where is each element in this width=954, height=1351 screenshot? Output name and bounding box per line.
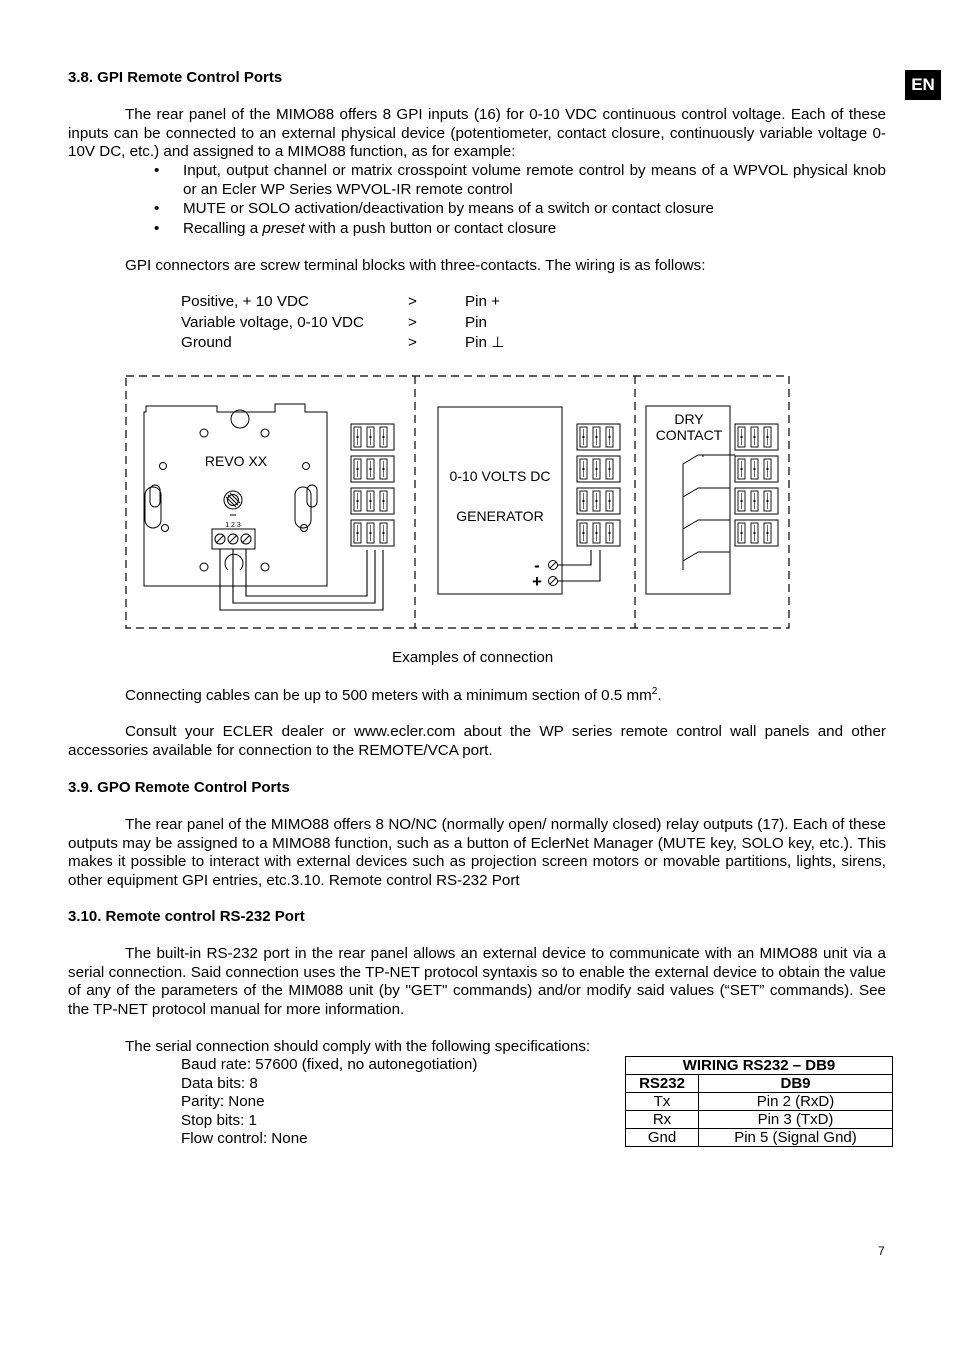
diagram-caption: Examples of connection <box>392 649 554 666</box>
spec-item: Stop bits: 1 <box>181 1111 257 1129</box>
rs232-wiring-table <box>625 1056 893 1147</box>
serial-spec-list <box>181 1056 477 1149</box>
revo-slot <box>307 485 317 507</box>
pin-value: Pin ⊥ <box>465 334 505 351</box>
gpi-terminal-block <box>351 488 394 514</box>
table-title: WIRING RS232 – DB9 <box>626 1057 893 1075</box>
rs232-paragraph: The built-in RS-232 port in the rear panel allows an external device to communicate with an MIMO88 unit via a serial connection. Said connection uses the TP-NET protocol syntaxis so to enable the external device to obtain the value of any of the parameters of the MIM088 unit (by "GET" commands) and/or modify said values (“SET” commands). See the TP-NET protocol manual for more information. <box>68 945 886 1019</box>
revo-label: REVO XX <box>204 453 268 469</box>
table-title-row <box>626 1057 893 1075</box>
generator-label-line2: GENERATOR <box>456 508 544 524</box>
gpi-terminal-block <box>577 520 620 546</box>
gpi-connectors-text: GPI connectors are screw terminal blocks with three-contacts. The wiring is as follows: <box>125 257 706 274</box>
cables-superscript: 2 <box>651 686 658 697</box>
generator-wiring <box>557 550 600 581</box>
revo-slot <box>295 487 311 528</box>
gpi-terminal-block <box>735 488 778 514</box>
revo-wall-panel <box>144 404 327 586</box>
serial-spec-intro: The serial connection should comply with the following specifications: <box>125 1038 591 1055</box>
gpi-terminal-block <box>735 520 778 546</box>
pin-value: Pin <box>465 313 487 331</box>
pin-label: Variable voltage, 0-10 VDC <box>181 313 364 331</box>
dry-contact-switches <box>683 455 735 570</box>
list-item-text-pre: Recalling a <box>183 220 263 238</box>
gpi-terminal-block <box>577 488 620 514</box>
gpi-terminal-block <box>735 424 778 450</box>
gpi-intro-paragraph: The rear panel of the MIMO88 offers 8 GPI inputs (16) for 0-10 VDC continuous control voltage. Each of these inputs can be connected to an external physical device (potentiometer, contact closure, continuously variable voltage 0-10V DC, etc.) and assigned to a MIMO88 function, as for example: <box>68 106 886 161</box>
spec-item: Flow control: None <box>181 1130 308 1148</box>
cables-period: . <box>657 687 662 705</box>
table-cell: Pin 5 (Signal Gnd) <box>699 1129 893 1147</box>
table-cell: Pin 2 (RxD) <box>699 1093 893 1111</box>
spec-item: Data bits: 8 <box>181 1074 258 1092</box>
pin-arrow: > <box>408 334 417 351</box>
table-row <box>626 1111 893 1129</box>
list-item: • Input, output channel or matrix crosspoint volume remote control by means of a WPVOL physical knob or an Ecler WP Series WPVOL-IR remote control <box>154 162 886 198</box>
list-item-text: Input, output channel or matrix crosspoint volume remote control by means of a WPVOL physical knob or an Ecler WP Series WPVOL-IR remote control <box>183 162 886 198</box>
revo-slot <box>145 487 161 528</box>
gpi-terminal-block <box>577 456 620 482</box>
table-cell: Pin 3 (TxD) <box>699 1111 893 1129</box>
spec-item: Parity: None <box>181 1093 265 1111</box>
gpi-terminal-block <box>735 456 778 482</box>
section-heading-gpi: 3.8. GPI Remote Control Ports <box>68 69 283 86</box>
cables-paragraph <box>125 686 662 704</box>
table-cell: Tx <box>626 1093 699 1111</box>
table-cell: Gnd <box>626 1129 699 1147</box>
cables-text: Connecting cables can be up to 500 meters with a minimum section of 0.5 mm <box>125 687 652 705</box>
dry-contact-label-line1: DRY <box>674 411 704 427</box>
table-row <box>181 333 504 354</box>
table-row <box>181 313 504 334</box>
revo-wiring <box>220 549 383 610</box>
list-item-text-post: with a push button or contact closure <box>304 220 557 238</box>
pin-arrow: > <box>408 293 417 310</box>
table-cell: Rx <box>626 1111 699 1129</box>
table-row <box>626 1093 893 1111</box>
revo-pin-numbers: 1 2 3 <box>225 522 241 529</box>
list-item-text: MUTE or SOLO activation/deactivation by means of a switch or contact closure <box>183 200 714 218</box>
table-header: RS232 <box>626 1075 699 1093</box>
table-header-row <box>626 1075 893 1093</box>
gpi-terminal-block <box>351 424 394 450</box>
table-header: DB9 <box>699 1075 893 1093</box>
list-item: • Recalling a preset with a push button or contact closure <box>154 220 557 238</box>
gpi-examples-list <box>150 162 886 239</box>
consult-paragraph: Consult your ECLER dealer or www.ecler.com about the WP series remote control wall panels and other accessories available for connection to the REMOTE/VCA port. <box>68 723 886 759</box>
spec-item: Baud rate: 57600 (fixed, no autonegotiation) <box>181 1056 478 1073</box>
pin-label: Positive, + 10 VDC <box>181 293 309 310</box>
table-row <box>181 292 504 313</box>
gpo-paragraph: The rear panel of the MIMO88 offers 8 NO/NC (normally open/ normally closed) relay outputs (17). Each of these outputs may be assigned to a MIMO88 function, such as a button of EclerNet Manager (MUTE key, SOLO key, etc.). This makes it possible to interact with external devices such as projection screen motors or movable partitions, lights, sirens, other equipment GPI entries, etc.3.10. Remote control RS-232 Port <box>68 816 886 890</box>
page-number: 7 <box>878 1244 885 1258</box>
gpi-terminal-block <box>577 424 620 450</box>
gpi-pin-wiring-list <box>181 292 504 354</box>
generator-label-line1: 0-10 VOLTS DC <box>449 468 551 484</box>
section-heading-gpo: 3.9. GPO Remote Control Ports <box>68 779 290 796</box>
list-item: • MUTE or SOLO activation/deactivation by means of a switch or contact closure <box>154 200 714 218</box>
revo-screw-hole <box>231 410 249 428</box>
revo-slot <box>150 485 160 507</box>
dry-contact-label-line2: CONTACT <box>655 427 723 443</box>
generator-minus-sign: - <box>534 556 540 575</box>
generator-plus-sign: + <box>532 572 542 591</box>
gpi-terminal-block <box>351 456 394 482</box>
pin-label: Ground <box>181 334 232 351</box>
gpi-terminal-block <box>351 520 394 546</box>
list-item-emphasis: preset <box>262 220 305 238</box>
pin-value: Pin + <box>465 293 501 310</box>
table-row <box>626 1129 893 1147</box>
pin-arrow: > <box>408 313 417 331</box>
language-badge: EN <box>905 70 941 100</box>
generator-box <box>438 407 562 594</box>
connection-diagram <box>120 370 800 635</box>
section-heading-rs232: 3.10. Remote control RS-232 Port <box>68 908 305 925</box>
